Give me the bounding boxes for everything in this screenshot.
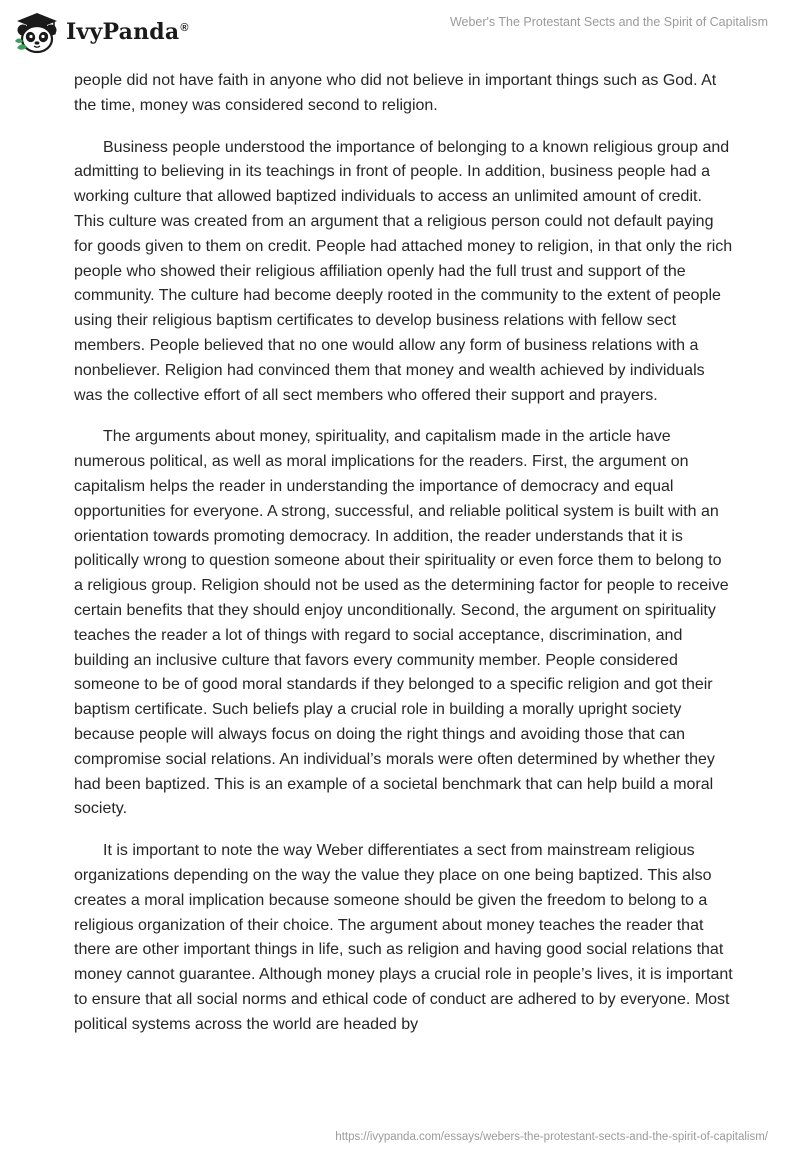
paragraph: Business people understood the importance of belonging to a known religious group and admitting to believing in its teachings in front of people. In addition, business people had a working culture that allowed baptized individuals to access an unlimited amount of credit. This culture was created from an argument that a religious person could not default paying for goods given to them on credit. People had attached money to religion, in that only the rich people who showed their religious affiliation openly had the full trust and support of the community. The culture had become deeply rooted in the community to the extent of people using their religious baptism certificates to develop business relations with fellow sect members. People believed that no one would allow any form of business relations with a nonbeliever. Religion had convinced them that money and wealth achieved by individuals was the collective effort of all sect members who offered their support and prayers. [74,138,733,404]
ivypanda-logo[interactable] [14,10,189,54]
brand-name-text: IvyPanda [66,19,180,45]
paragraph: The arguments about money, spirituality, and capitalism made in the article have numerous political, as well as moral implications for the readers. First, the argument on capitalism helps the reader in understanding the importance of democracy and equal opportunities for everyone. A strong, successful, and reliable political system is built with an orientation towards promoting democracy. In addition, the reader understands that it is politically wrong to question someone about their spirituality or even force them to belong to a religious group. Religion should not be used as the determining factor for people to receive certain benefits that they should enjoy unconditionally. Second, the argument on spirituality teaches the reader a lot of things with regard to social acceptance, discrimination, and building an inclusive culture that favors every community member. People considered someone to be of good moral standards if they belonged to a specific religion and got their baptism certificate. Such beliefs play a crucial role in building a morally upright society because people will always focus on doing the right things and avoiding those that can compromise social relations. An individual’s morals were often determined by whether they had been baptized. This is an example of a societal benchmark that can help build a moral society. [74,428,729,818]
document-title: Weber's The Protestant Sects and the Spirit of Capitalism [449,15,768,29]
registered-mark: ® [180,21,189,34]
paragraph: people did not have faith in anyone who did not believe in important things such as God. At the time, money was considered second to religion. [74,72,717,114]
page-header [0,0,800,60]
source-url[interactable]: https://ivypanda.com/essays/webers-the-protestant-sects-and-the-spirit-of-capitalism/ [335,1131,768,1143]
panda-graduate-icon [14,10,60,54]
brand-name [66,19,189,45]
essay-body [74,69,734,1054]
paragraph: It is important to note the way Weber differentiates a sect from mainstream religious organizations depending on the way the value they place on one being baptized. This also creates a moral implication because someone should be given the freedom to belong to a religious organization of their choice. The argument about money teaches the reader that there are other important things in life, such as religion and having good social relations that money cannot guarantee. Although money plays a crucial role in people’s lives, it is important to ensure that all social norms and ethical code of conduct are adhered to by everyone. Most political systems across the world are headed by [74,842,733,1033]
